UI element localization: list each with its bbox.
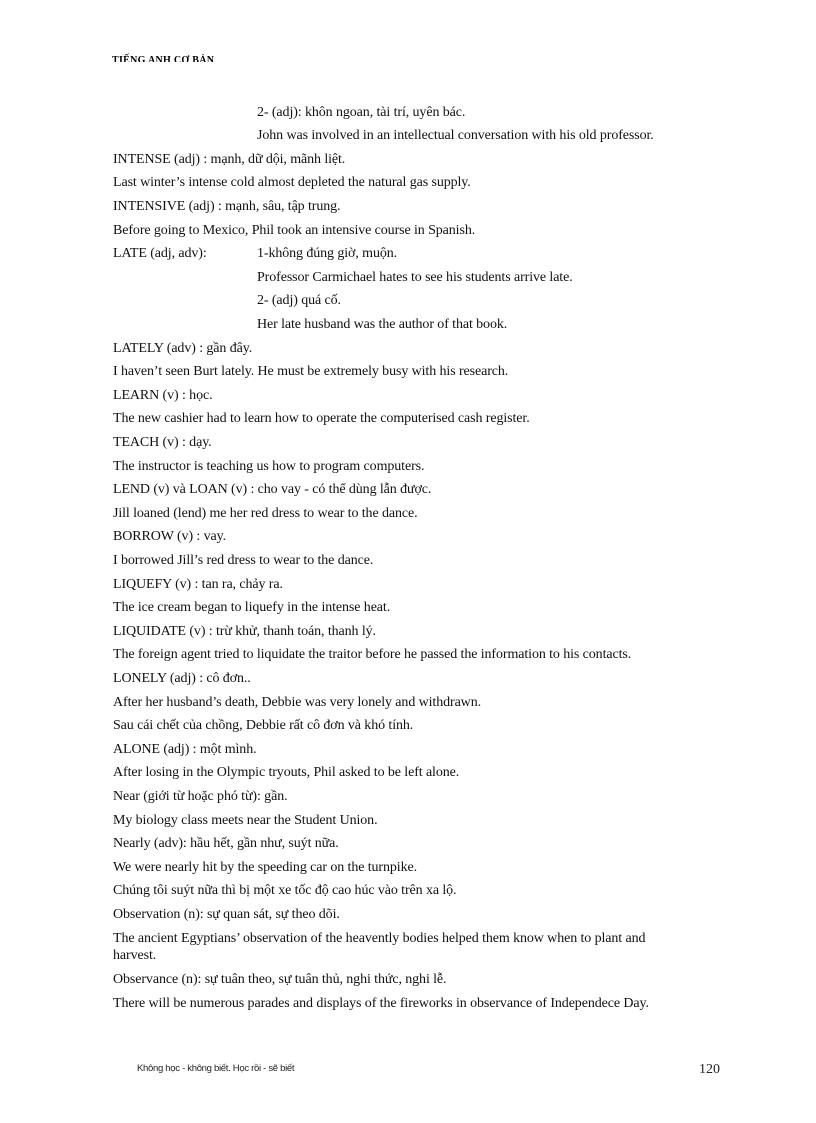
example-line: Professor Carmichael hates to see his students arrive late.	[257, 270, 573, 285]
footer-motto: Không học - không biết. Học rồi - sẽ biết	[137, 1063, 295, 1074]
example-line: My biology class meets near the Student Union.	[113, 813, 378, 828]
entry-heading: Observation (n): sự quan sát, sự theo dõi.	[113, 907, 340, 922]
entry-heading: TEACH (v) : dạy.	[113, 435, 212, 450]
translation-line: Chúng tôi suýt nữa thì bị một xe tốc độ cao húc vào trên xa lộ.	[113, 883, 457, 898]
definition-line: 2- (adj): khôn ngoan, tài trí, uyên bác.	[257, 105, 466, 120]
entry-heading: ALONE (adj) : một mình.	[113, 742, 257, 757]
example-line: The foreign agent tried to liquidate the traitor before he passed the information to his contacts.	[113, 647, 632, 662]
entry-heading: LATE (adj, adv):	[113, 246, 207, 261]
definition-line: 2- (adj) quá cố.	[257, 293, 341, 308]
entry-heading: INTENSIVE (adj) : mạnh, sâu, tập trung.	[113, 199, 341, 214]
translation-line: Sau cái chết của chồng, Debbie rất cô đơn và khó tính.	[113, 718, 414, 733]
entry-heading: LIQUIDATE (v) : trừ khử, thanh toán, thanh lý.	[113, 624, 376, 639]
entry-heading: BORROW (v) : vay.	[113, 529, 227, 544]
definition-line: 1-không đúng giờ, muộn.	[257, 246, 398, 261]
entry-heading: LEARN (v) : học.	[113, 388, 213, 403]
example-line: I borrowed Jill’s red dress to wear to the dance.	[113, 553, 374, 568]
entry-heading: LONELY (adj) : cô đơn..	[113, 671, 251, 686]
example-line: After losing in the Olympic tryouts, Phil asked to be left alone.	[113, 765, 460, 780]
example-line: Her late husband was the author of that book.	[257, 317, 508, 332]
example-line: The ice cream began to liquefy in the intense heat.	[113, 600, 391, 615]
example-line: Before going to Mexico, Phil took an intensive course in Spanish.	[113, 223, 476, 238]
example-line: The ancient Egyptians’ observation of the heavently bodies helped them know when to plant and harvest.	[113, 931, 646, 963]
entry-heading: Near (giới từ hoặc phó từ): gần.	[113, 789, 288, 804]
example-line: John was involved in an intellectual conversation with his old professor.	[257, 128, 654, 143]
entry-heading: LATELY (adv) : gần đây.	[113, 341, 253, 356]
example-line: There will be numerous parades and displays of the fireworks in observance of Independece Day.	[113, 996, 649, 1011]
entry-heading: INTENSE (adj) : mạnh, dữ dội, mãnh liệt.	[113, 152, 346, 167]
entry-heading: Nearly (adv): hầu hết, gần như, suýt nữa.	[113, 836, 339, 851]
entry-heading: LEND (v) và LOAN (v) : cho vay - có thể dùng lẫn được.	[113, 482, 432, 497]
page-header-title: TIẾNG ANH CƠ BẢN	[112, 55, 215, 62]
example-line: I haven’t seen Burt lately. He must be extremely busy with his research.	[113, 364, 509, 379]
entry-heading: Observance (n): sự tuân theo, sự tuân thủ, nghi thức, nghi lễ.	[113, 972, 447, 987]
page-number: 120	[699, 1062, 720, 1077]
entry-heading: LIQUEFY (v) : tan ra, chảy ra.	[113, 577, 283, 592]
example-line: Jill loaned (lend) me her red dress to wear to the dance.	[113, 506, 418, 521]
example-line: After her husband’s death, Debbie was very lonely and withdrawn.	[113, 695, 481, 710]
example-line: Last winter’s intense cold almost depleted the natural gas supply.	[113, 175, 471, 190]
example-line: The new cashier had to learn how to operate the computerised cash register.	[113, 411, 530, 426]
example-line: We were nearly hit by the speeding car on the turnpike.	[113, 860, 417, 875]
example-line: The instructor is teaching us how to program computers.	[113, 459, 425, 474]
